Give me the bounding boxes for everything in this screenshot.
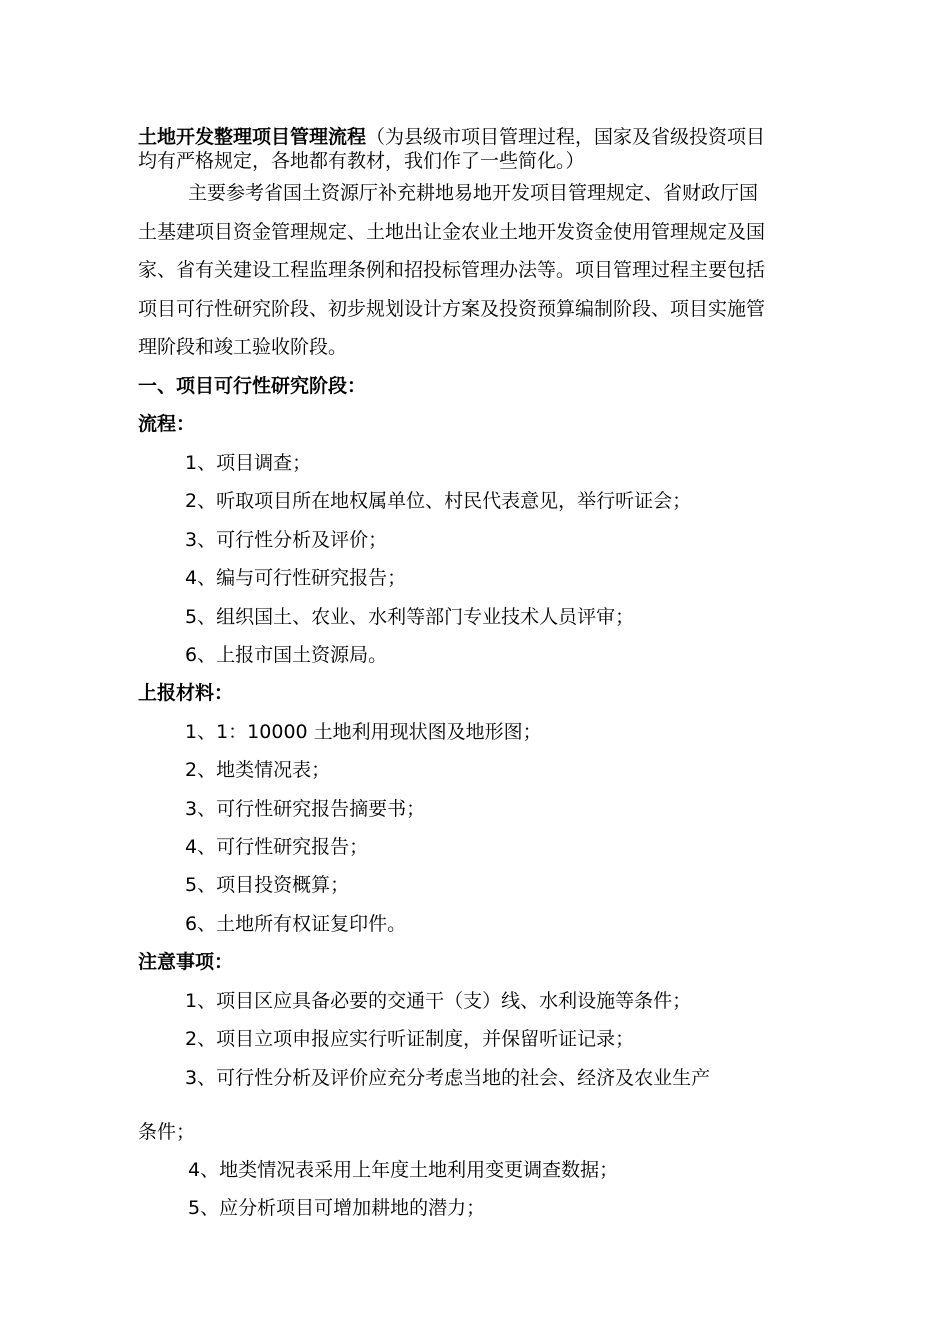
- flow-heading: 流程：: [138, 413, 196, 435]
- flow-item: 1、项目调查；: [185, 452, 312, 474]
- materials-item: 3、可行性研究报告摘要书；: [185, 798, 426, 820]
- intro-line: 土基建项目资金管理规定、土地出让金农业土地开发资金使用管理规定及国: [138, 221, 766, 243]
- notes-item: 4、地类情况表采用上年度土地利用变更调查数据；: [188, 1159, 619, 1181]
- flow-item: 6、上报市国土资源局。: [185, 644, 388, 666]
- intro-line: 主要参考省国土资源厅补充耕地易地开发项目管理规定、省财政厅国: [188, 182, 759, 204]
- notes-item: 3、可行性分析及评价应充分考虑当地的社会、经济及农业生产: [185, 1067, 711, 1089]
- document-title: [138, 124, 765, 150]
- title-note-line2: 均有严格规定，各地都有教材，我们作了一些简化。）: [138, 150, 585, 172]
- flow-item: 2、听取项目所在地权属单位、村民代表意见，举行听证会；: [185, 490, 692, 512]
- section-heading: 一、项目可行性研究阶段：: [138, 375, 367, 397]
- flow-item: 4、编与可行性研究报告；: [185, 567, 407, 589]
- flow-item: 5、组织国土、农业、水利等部门专业技术人员评审；: [185, 606, 635, 628]
- flow-item: 3、可行性分析及评价；: [185, 529, 388, 551]
- notes-heading: 注意事项：: [138, 951, 234, 973]
- intro-line: 项目可行性研究阶段、初步规划设计方案及投资预算编制阶段、项目实施管: [138, 298, 766, 320]
- intro-line: 理阶段和竣工验收阶段。: [138, 336, 348, 358]
- notes-continuation: 条件；: [138, 1121, 196, 1143]
- title-bold: 土地开发整理项目管理流程: [138, 126, 367, 148]
- materials-item: 2、地类情况表；: [185, 759, 331, 781]
- notes-item: 1、项目区应具备必要的交通干（支）线、水利设施等条件；: [185, 990, 692, 1012]
- materials-item: 5、项目投资概算；: [185, 874, 350, 896]
- intro-line: 家、省有关建设工程监理条例和招投标管理办法等。项目管理过程主要包括: [138, 259, 766, 281]
- materials-item: 4、可行性研究报告；: [185, 836, 369, 858]
- notes-item: 5、应分析项目可增加耕地的潜力；: [188, 1197, 486, 1219]
- title-note: （为县级市项目管理过程，国家及省级投资项目: [366, 126, 766, 148]
- materials-heading: 上报材料：: [138, 682, 234, 704]
- materials-item: 1、1：10000 土地利用现状图及地形图；: [185, 721, 542, 743]
- notes-item: 2、项目立项申报应实行听证制度，并保留听证记录；: [185, 1028, 635, 1050]
- materials-item: 6、土地所有权证复印件。: [185, 913, 407, 935]
